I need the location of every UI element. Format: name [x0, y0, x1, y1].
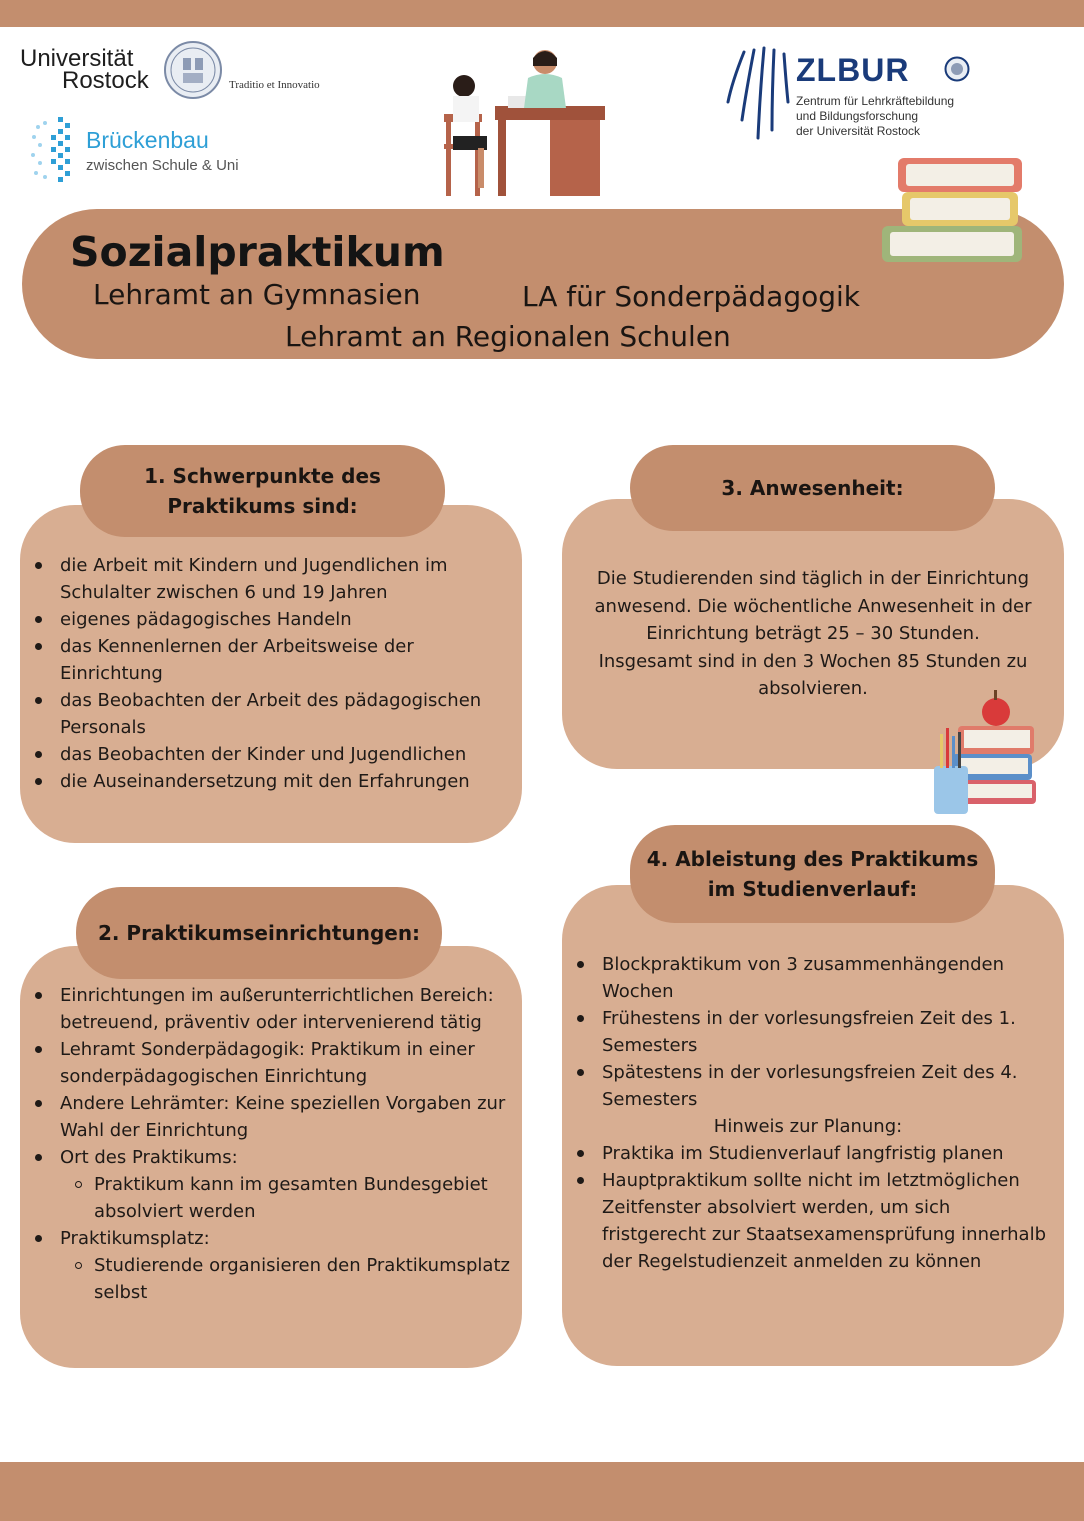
section1-heading — [80, 445, 445, 537]
brueckenbau-title: Brückenbau — [86, 127, 209, 153]
section4-heading — [630, 825, 995, 923]
list-item: Praktika im Studienverlauf langfristig planen — [562, 1140, 1054, 1167]
books-stack-icon — [880, 152, 1026, 270]
section1-heading-line1: 1. Schwerpunkte des — [144, 464, 381, 488]
list-item: Hauptpraktikum sollte nicht im letztmöglichen Zeitfenster absolviert werden, um sich fristgerecht zur Staatsexamensprüfung innerhalb der Regelstudienzeit anmelden zu können — [562, 1167, 1054, 1275]
bottom-bar — [0, 1462, 1084, 1521]
brueckenbau-subtitle: zwischen Schule & Uni — [86, 157, 239, 174]
header-subtitle-regionale-schulen: Lehramt an Regionalen Schulen — [285, 320, 731, 353]
list-item: Ort des Praktikums: — [20, 1144, 515, 1171]
zlb-desc-line3: der Universität Rostock — [796, 124, 921, 138]
list-item: Andere Lehrämter: Keine speziellen Vorgaben zur Wahl der Einrichtung — [20, 1090, 515, 1144]
zlb-seal-icon — [944, 56, 970, 82]
header-subtitle-sonderpaedagogik: LA für Sonderpädagogik — [522, 280, 861, 313]
list-item: das Kennenlernen der Arbeitsweise der Einrichtung — [20, 633, 510, 687]
list-item: Lehramt Sonderpädagogik: Praktikum in einer sonderpädagogischen Einrichtung — [20, 1036, 515, 1090]
section2-heading-text: 2. Praktikumseinrichtungen: — [97, 921, 421, 945]
list-item: Einrichtungen im außerunterrichtlichen Bereich: betreuend, präventiv oder intervenierend tätig — [20, 982, 515, 1036]
section3-line: Insgesamt sind in den 3 Wochen 85 Stunden zu — [598, 650, 1028, 672]
section3-line: Die Studierenden sind täglich in der Einrichtung — [596, 568, 1030, 589]
section1-heading-line2: Praktikums sind: — [167, 494, 358, 518]
section4-heading-line2: im Studienverlauf: — [707, 877, 918, 901]
section3-line: anwesend. Die wöchentliche Anwesenheit in der — [594, 595, 1032, 617]
list-item: Praktikum kann im gesamten Bundesgebiet absolviert werden — [20, 1171, 515, 1225]
university-name-line1: Universität — [20, 45, 134, 72]
section3-text — [572, 565, 1054, 703]
section2-heading — [76, 887, 442, 979]
university-name-line2: Rostock — [62, 67, 149, 94]
list-item: Praktikumsplatz: — [20, 1225, 515, 1252]
top-bar — [0, 0, 1084, 27]
books-apple-icon — [930, 684, 1038, 816]
list-item: das Beobachten der Kinder und Jugendlichen — [20, 741, 510, 768]
page-title: Sozialpraktikum — [70, 228, 445, 276]
zlb-description — [796, 94, 954, 139]
section2-list — [20, 982, 515, 1306]
zlb-title: ZLBUR — [796, 52, 910, 88]
section1-list — [20, 552, 510, 795]
section4-heading-line1: 4. Ableistung des Praktikums — [646, 847, 979, 871]
planning-note-heading: Hinweis zur Planung: — [713, 1116, 903, 1137]
teacher-student-illustration — [440, 44, 610, 202]
list-item: die Auseinandersetzung mit den Erfahrungen — [20, 768, 510, 795]
zlb-desc-line1: Zentrum für Lehrkräftebildung — [796, 94, 955, 108]
list-item: Studierende organisieren den Praktikumsplatz selbst — [20, 1252, 515, 1306]
section3-heading — [630, 445, 995, 531]
bridge-dots-icon — [28, 115, 80, 187]
section3-heading-text: 3. Anwesenheit: — [721, 476, 904, 500]
list-item: Spätestens in der vorlesungsfreien Zeit des 4. Semesters — [562, 1059, 1054, 1113]
list-item: die Arbeit mit Kindern und Jugendlichen im Schulalter zwischen 6 und 19 Jahren — [20, 552, 510, 606]
university-name — [20, 45, 149, 94]
zlb-lines-icon — [724, 42, 794, 142]
section3-line: Einrichtung beträgt 25 – 30 Stunden. — [646, 623, 980, 644]
university-seal-icon — [163, 40, 223, 100]
list-item: eigenes pädagogisches Handeln — [20, 606, 510, 633]
section4-list — [562, 951, 1054, 1275]
list-item: das Beobachten der Arbeit des pädagogischen Personals — [20, 687, 510, 741]
section3-line: absolvieren. — [758, 678, 868, 699]
header-subtitle-gymnasien: Lehramt an Gymnasien — [93, 278, 421, 311]
list-item: Frühestens in der vorlesungsfreien Zeit des 1. Semesters — [562, 1005, 1054, 1059]
university-motto: Traditio et Innovatio — [229, 79, 320, 91]
zlb-desc-line2: und Bildungsforschung — [796, 109, 919, 123]
list-item: Blockpraktikum von 3 zusammenhängenden Wochen — [562, 951, 1054, 1005]
